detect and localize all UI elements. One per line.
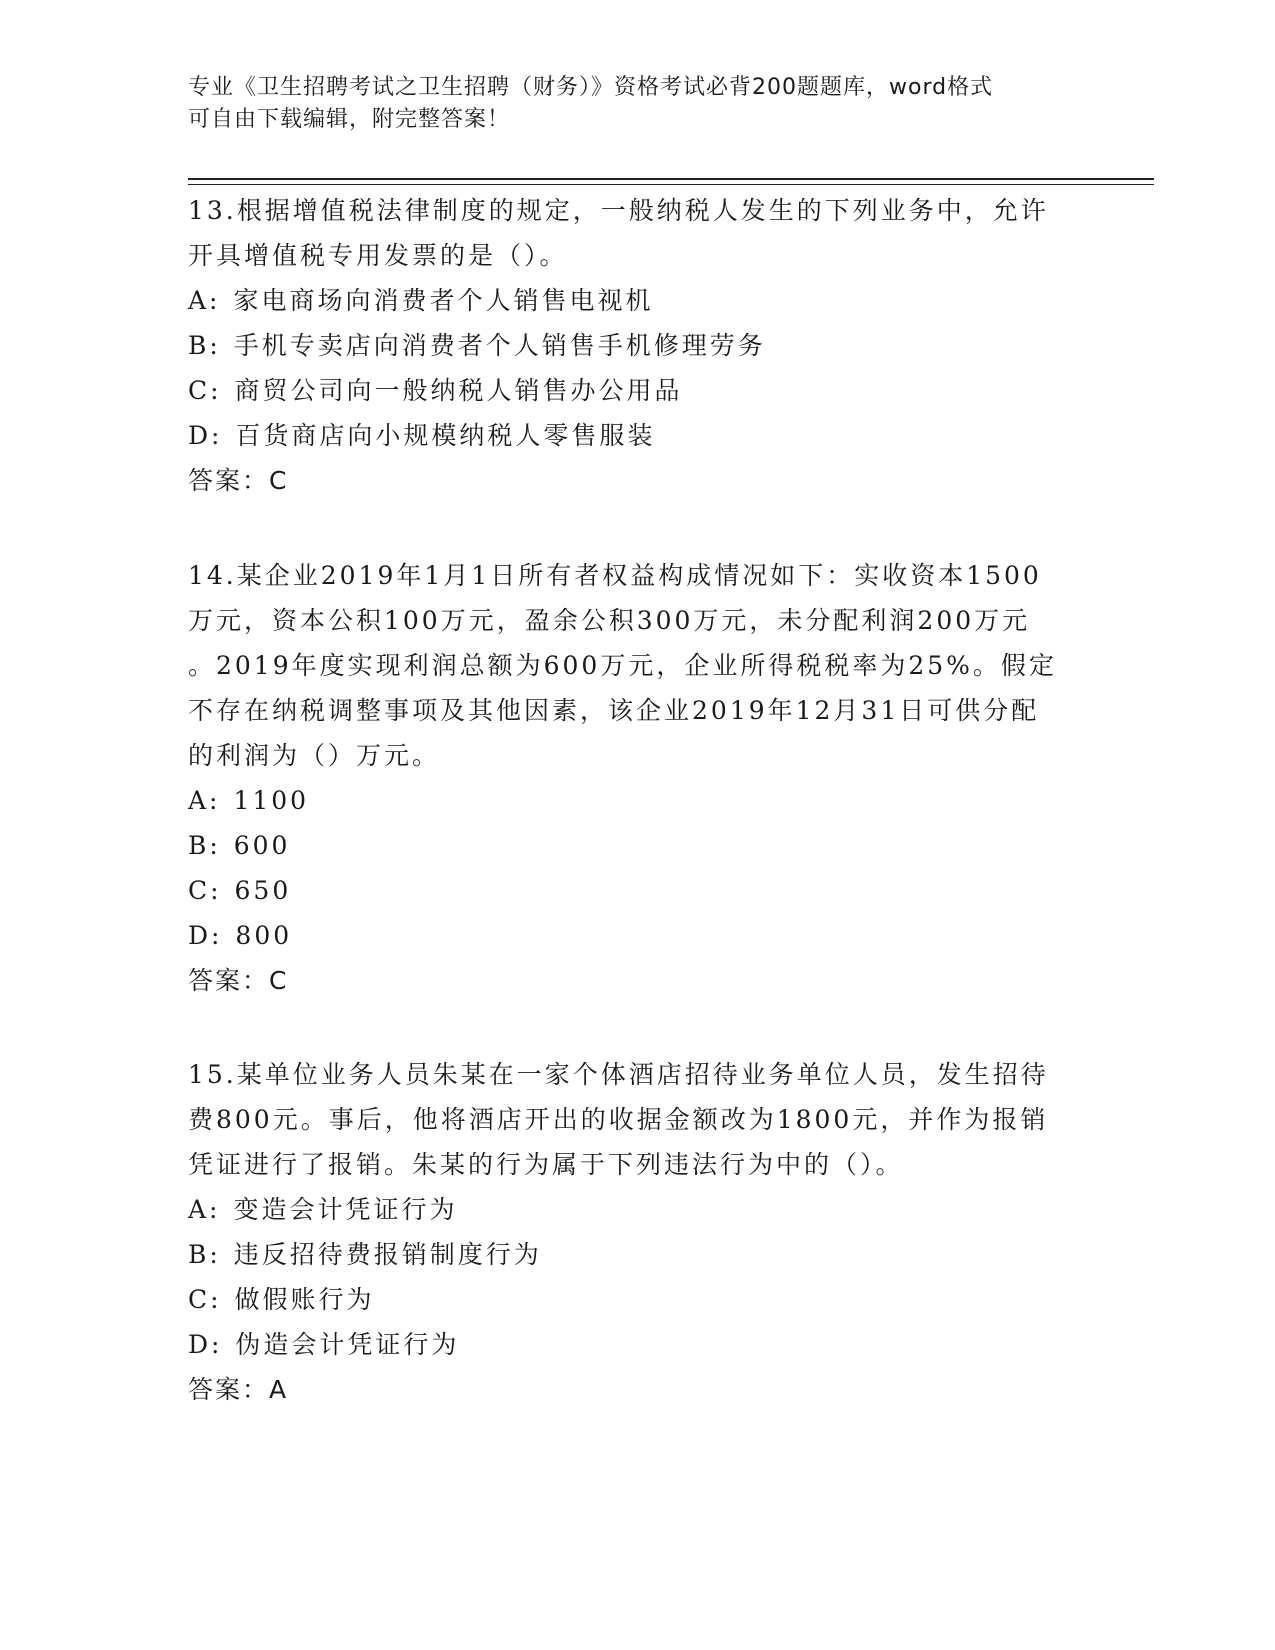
option-text: 做假账行为: [234, 1285, 375, 1314]
question-stem-line: 凭证进行了报销。朱某的行为属于下列违法行为中的（）。: [188, 1150, 904, 1179]
option-text: 手机专卖店向消费者个人销售手机修理劳务: [233, 331, 766, 360]
option-a: [188, 1187, 1088, 1232]
option-a: [188, 778, 1088, 823]
question-stem-line: 14.某企业2019年1月1日所有者权益构成情况如下：实收资本1500: [188, 561, 1042, 590]
question-stem-line: 万元，资本公积100万元，盈余公积300万元，未分配利润200万元: [188, 606, 1031, 635]
option-text: 商贸公司向一般纳税人销售办公用品: [234, 376, 683, 405]
option-a: [188, 278, 1088, 323]
question-stem-line: 的利润为（）万元。: [188, 741, 441, 770]
option-letter: D:: [188, 1330, 223, 1359]
answer-line: 答案：C: [188, 966, 289, 995]
question-15: [188, 1052, 1088, 1412]
option-letter: B:: [188, 1240, 221, 1269]
option-text: 家电商场向消费者个人销售电视机: [233, 286, 654, 315]
question-13: [188, 188, 1088, 503]
option-letter: C:: [188, 376, 222, 405]
question-stem-line: 费800元。事后，他将酒店开出的收据金额改为1800元，并作为报销: [188, 1105, 1049, 1134]
option-text: 650: [234, 876, 292, 905]
question-14: [188, 553, 1088, 1003]
question-stem-line: 15.某单位业务人员朱某在一家个体酒店招待业务单位人员，发生招待: [188, 1060, 1049, 1089]
option-letter: A:: [188, 1195, 221, 1224]
option-b: [188, 823, 1088, 868]
answer-line: 答案：C: [188, 466, 289, 495]
option-c: [188, 1277, 1088, 1322]
option-b: [188, 1232, 1088, 1277]
header-line: 专业《卫生招聘考试之卫生招聘（财务）》资格考试必背200题题库，word格式: [188, 75, 994, 100]
option-letter: A:: [188, 286, 221, 315]
question-stem-line: 开具增值税专用发票的是（）。: [188, 241, 568, 270]
option-letter: C:: [188, 876, 222, 905]
option-d: [188, 1322, 1088, 1367]
option-c: [188, 868, 1088, 913]
option-text: 变造会计凭证行为: [233, 1195, 458, 1224]
document-header: [188, 72, 1088, 136]
option-c: [188, 368, 1088, 413]
header-line: 可自由下载编辑，附完整答案！: [188, 107, 511, 132]
option-letter: D:: [188, 421, 223, 450]
question-stem-line: 。2019年度实现利润总额为600万元，企业所得税税率为25%。假定: [188, 651, 1057, 680]
option-letter: B:: [188, 331, 221, 360]
answer-line: 答案：A: [188, 1375, 289, 1404]
question-stem-line: 不存在纳税调整事项及其他因素，该企业2019年12月31日可供分配: [188, 696, 1040, 725]
option-text: 800: [235, 921, 293, 950]
option-d: [188, 913, 1088, 958]
option-letter: B:: [188, 831, 221, 860]
option-letter: A:: [188, 786, 221, 815]
header-divider-thick: [188, 178, 1154, 180]
option-letter: C:: [188, 1285, 222, 1314]
option-letter: D:: [188, 921, 223, 950]
option-text: 600: [233, 831, 291, 860]
option-text: 1100: [233, 786, 310, 815]
option-d: [188, 413, 1088, 458]
option-text: 违反招待费报销制度行为: [233, 1240, 542, 1269]
header-divider-thin: [188, 184, 1154, 185]
question-stem-line: 13.根据增值税法律制度的规定，一般纳税人发生的下列业务中，允许: [188, 196, 1049, 225]
option-b: [188, 323, 1088, 368]
option-text: 百货商店向小规模纳税人零售服装: [235, 421, 656, 450]
option-text: 伪造会计凭证行为: [235, 1330, 460, 1359]
